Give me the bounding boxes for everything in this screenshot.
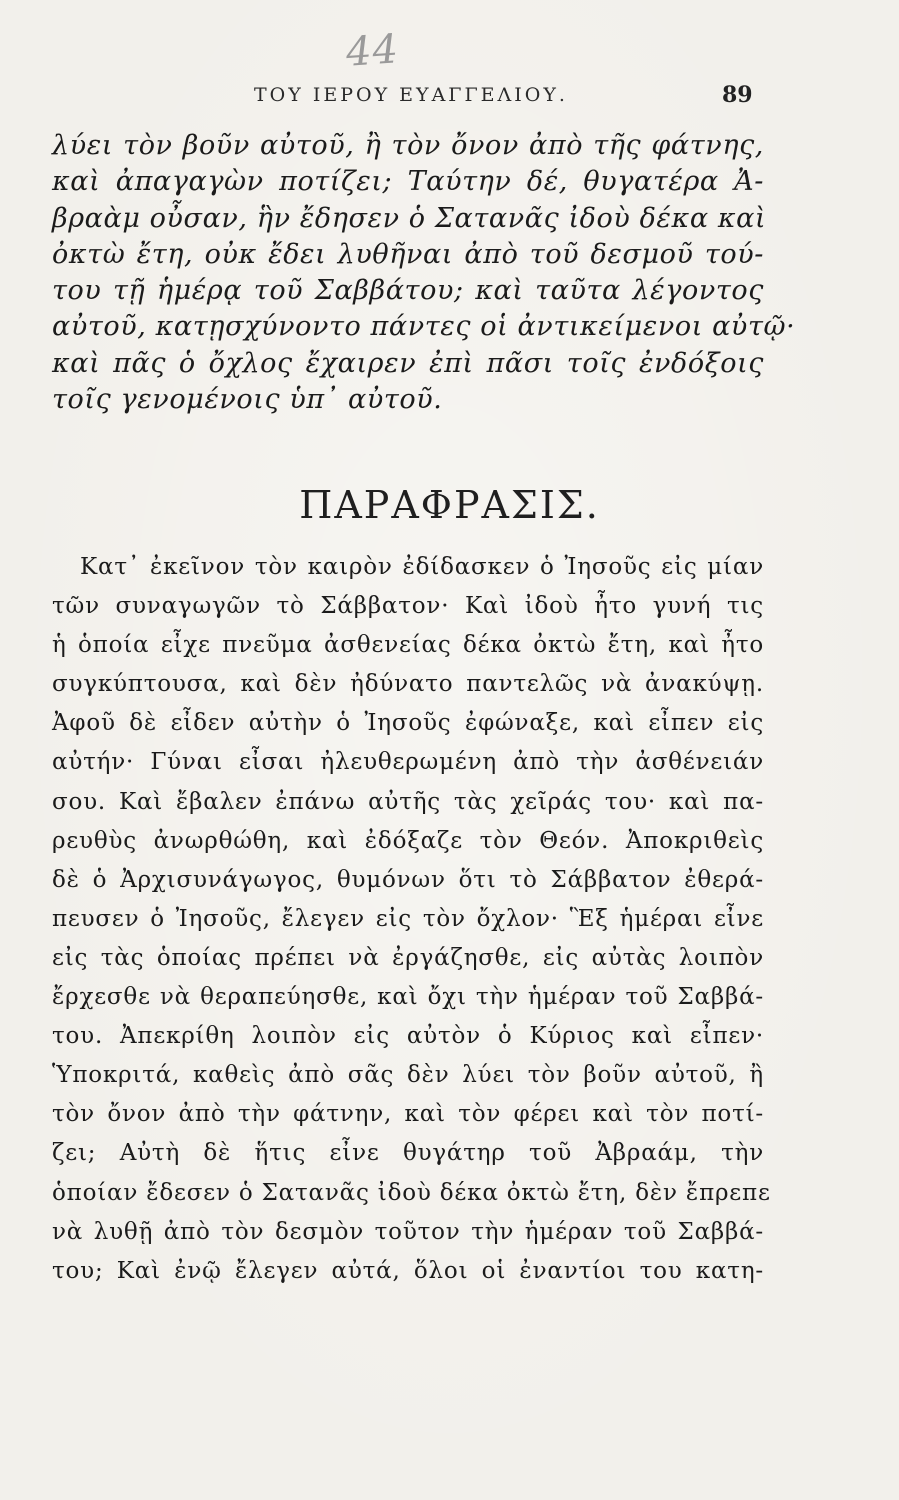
paraphrase-line: του. Ἀπεκρίθη λοιπὸν εἰς αὐτὸν ὁ Κύριος καὶ εἶπεν· xyxy=(52,1023,764,1050)
verse-line: καὶ πᾶς ὁ ὄχλος ἔχαιρεν ἐπὶ πᾶσι τοῖς ἐνδόξοις xyxy=(52,347,764,379)
verse-line: βραὰμ οὖσαν, ἣν ἔδησεν ὁ Σατανᾶς ἰδοὺ δέκα καὶ xyxy=(52,202,767,234)
paraphrase-line: ζει; Αὐτὴ δὲ ἥτις εἶνε θυγάτηρ τοῦ Ἀβραάμ, τὴν xyxy=(52,1140,764,1167)
paraphrase-line: πευσεν ὁ Ἰησοῦς, ἔλεγεν εἰς τὸν ὄχλον· Ἓξ ἡμέραι εἶνε xyxy=(52,905,764,932)
gospel-verse-text xyxy=(52,128,796,418)
paraphrase-line: ὁποίαν ἔδεσεν ὁ Σατανᾶς ἰδοὺ δέκα ὀκτὼ ἔτη, δὲν ἔπρεπε xyxy=(52,1179,771,1206)
paraphrase-line: εἰς τὰς ὁποίας πρέπει νὰ ἐργάζησθε, εἰς αὐτὰς λοιπὸν xyxy=(52,944,764,971)
paraphrase-text xyxy=(52,548,771,1291)
verse-line: τοῖς γενομένοις ὑπ᾽ αὐτοῦ. xyxy=(52,384,443,416)
verse-line: καὶ ἀπαγαγὼν ποτίζει; Ταύτην δέ, θυγατέρα Ἀ- xyxy=(52,166,764,198)
handwritten-page-mark: 44 xyxy=(344,26,401,76)
running-head: ΤΟΥ ΙΕΡΟΥ ΕΥΑΓΓΕΛΙΟΥ. xyxy=(254,84,568,106)
paraphrase-line: αὐτήν· Γύναι εἶσαι ἠλευθερωμένη ἀπὸ τὴν ἀσθένειάν xyxy=(52,749,764,776)
paraphrase-line: δὲ ὁ Ἀρχισυνάγωγος, θυμόνων ὅτι τὸ Σάββατον ἐθερά- xyxy=(52,866,764,893)
paraphrase-line: Κατ᾽ ἐκεῖνον τὸν καιρὸν ἐδίδασκεν ὁ Ἰησοῦς εἰς μίαν xyxy=(80,554,764,580)
page-number: 89 xyxy=(722,82,753,108)
verse-line: του τῇ ἡμέρᾳ τοῦ Σαββάτου; καὶ ταῦτα λέγοντος xyxy=(52,275,764,307)
paraphrase-line: σου. Καὶ ἔβαλεν ἐπάνω αὐτῆς τὰς χεῖράς του· καὶ πα- xyxy=(52,788,764,815)
verse-line: λύει τὸν βοῦν αὐτοῦ, ἢ τὸν ὄνον ἀπὸ τῆς φάτνης, xyxy=(52,130,764,161)
paraphrase-line: ἡ ὁποία εἶχε πνεῦμα ἀσθενείας δέκα ὀκτὼ ἔτη, καὶ ἦτο xyxy=(52,632,764,659)
verse-line: ὀκτὼ ἔτη, οὐκ ἔδει λυθῆναι ἀπὸ τοῦ δεσμοῦ τού- xyxy=(52,238,764,270)
paraphrase-line: τὸν ὄνον ἀπὸ τὴν φάτνην, καὶ τὸν φέρει καὶ τὸν ποτί- xyxy=(52,1101,764,1128)
paraphrase-line: ρευθὺς ἀνωρθώθη, καὶ ἐδόξαζε τὸν Θεόν. Ἀποκριθεὶς xyxy=(52,827,764,854)
verse-line: αὐτοῦ, κατῃσχύνοντο πάντες οἱ ἀντικείμενοι αὐτῷ· xyxy=(52,311,796,343)
paraphrase-line: συγκύπτουσα, καὶ δὲν ἠδύνατο παντελῶς νὰ ἀνακύψῃ. xyxy=(52,671,764,698)
paraphrase-line: ἔρχεσθε νὰ θεραπεύησθε, καὶ ὄχι τὴν ἡμέραν τοῦ Σαββά- xyxy=(52,984,764,1011)
paraphrase-line: Ἀφοῦ δὲ εἶδεν αὐτὴν ὁ Ἰησοῦς ἐφώναξε, καὶ εἶπεν εἰς xyxy=(52,710,764,737)
paraphrase-line: του; Καὶ ἐνῷ ἔλεγεν αὐτά, ὅλοι οἱ ἐναντίοι του κατη- xyxy=(52,1257,764,1284)
section-heading: ΠΑΡΑΦΡΑΣΙΣ. xyxy=(299,483,600,527)
paraphrase-line: Ὑποκριτά, καθεὶς ἀπὸ σᾶς δὲν λύει τὸν βοῦν αὐτοῦ, ἢ xyxy=(52,1062,764,1089)
paraphrase-line: νὰ λυθῇ ἀπὸ τὸν δεσμὸν τοῦτον τὴν ἡμέραν τοῦ Σαββά- xyxy=(52,1218,764,1245)
paraphrase-line: τῶν συναγωγῶν τὸ Σάββατον· Καὶ ἰδοὺ ἦτο γυνή τις xyxy=(52,593,764,620)
